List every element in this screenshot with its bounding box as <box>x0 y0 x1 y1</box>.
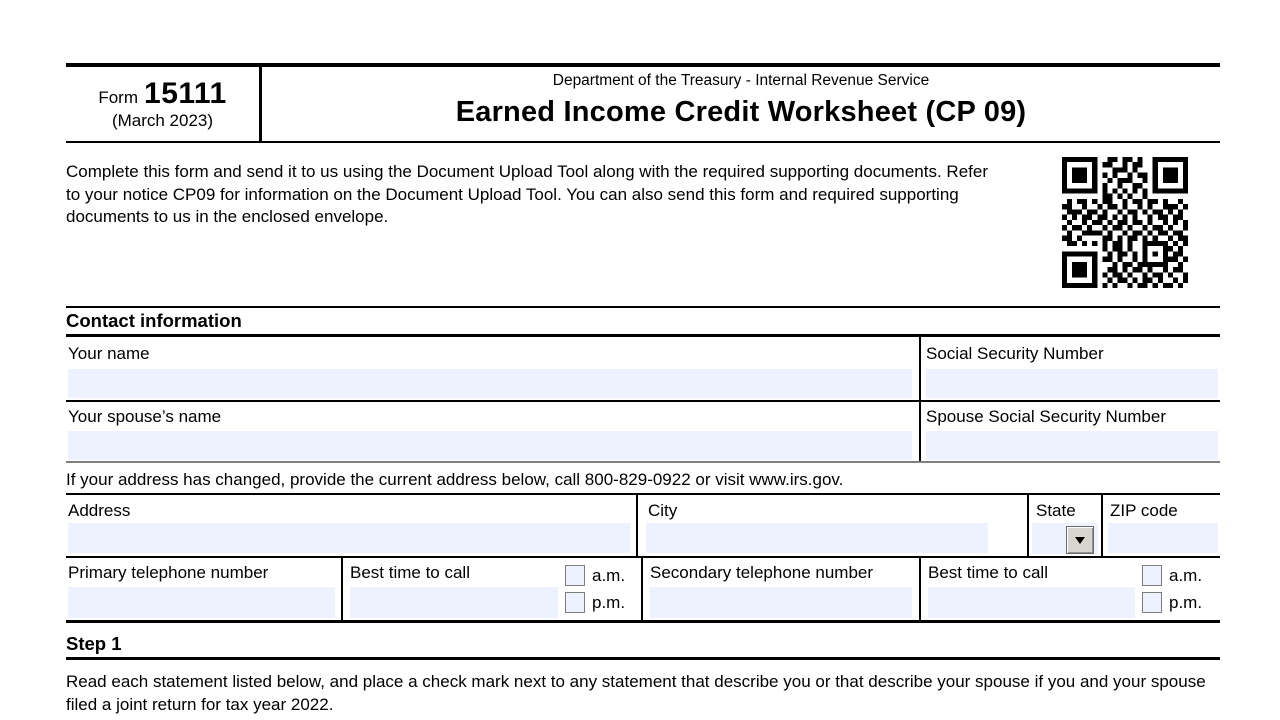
header-rule-bottom <box>66 141 1220 143</box>
header-title-block <box>262 72 1220 129</box>
form-revision: (March 2023) <box>111 111 214 130</box>
city-state-divider <box>1027 495 1029 556</box>
best-time-primary-label: Best time to call <box>350 563 470 582</box>
name-row-divider <box>66 400 1220 402</box>
state-zip-divider <box>1101 495 1103 556</box>
zip-label: ZIP code <box>1110 501 1178 520</box>
secondary-am-checkbox[interactable] <box>1142 565 1162 586</box>
ssn-input[interactable] <box>926 369 1218 398</box>
secondary-pm-label: p.m. <box>1169 593 1203 612</box>
form-title: Earned Income Credit Worksheet (CP 09) <box>455 96 1027 128</box>
spouse-name-label: Your spouse’s name <box>68 407 222 426</box>
chevron-down-icon <box>1075 537 1085 544</box>
state-dropdown-button[interactable] <box>1066 526 1094 554</box>
zip-input[interactable] <box>1108 523 1218 553</box>
address-note-rule-top <box>66 461 1220 463</box>
intro-text: Complete this form and send it to us using the Document Upload Tool along with the required supporting documents. Refer to your notice CP09 for information on the Document Upload Tool. You can also send this form and required supporting documents to us in the enclosed envelope. <box>66 162 988 226</box>
best-time-secondary-input[interactable] <box>928 587 1135 618</box>
contact-rule-bottom <box>66 334 1220 337</box>
address-note: If your address has changed, provide the current address below, call 800-829-0922 or visit www.irs.gov. <box>66 470 844 489</box>
your-name-input[interactable] <box>68 369 912 398</box>
secondary-pm-checkbox[interactable] <box>1142 592 1162 613</box>
secondary-phone-input[interactable] <box>650 587 912 618</box>
address-label: Address <box>68 501 131 520</box>
address-row-rule-top <box>66 493 1220 495</box>
best-time-secondary-label: Best time to call <box>928 563 1048 582</box>
city-label: City <box>648 501 678 520</box>
step1-text: Read each statement listed below, and place a check mark next to any statement that describe you or that describe your spouse if you and your spouse filed a joint return for tax year 2022. <box>66 672 1206 714</box>
primary-am-checkbox[interactable] <box>565 565 585 586</box>
secondary-am-label: a.m. <box>1169 566 1203 585</box>
form-number-block <box>66 67 259 141</box>
city-input[interactable] <box>646 523 988 553</box>
besttime-secondary-divider <box>641 558 643 621</box>
best-time-primary-input[interactable] <box>350 587 558 618</box>
ssn-label: Social Security Number <box>926 344 1104 363</box>
form-number: 15111 <box>144 77 227 110</box>
primary-am-label: a.m. <box>592 566 626 585</box>
primary-besttime-divider <box>341 558 343 621</box>
primary-pm-checkbox[interactable] <box>565 592 585 613</box>
contact-heading: Contact information <box>66 310 242 331</box>
primary-pm-label: p.m. <box>592 593 626 612</box>
phone-row-rule-top <box>66 556 1220 558</box>
form-word: Form <box>98 88 139 107</box>
secondary-phone-label: Secondary telephone number <box>650 563 874 582</box>
your-name-label: Your name <box>68 344 150 363</box>
spouse-ssn-label: Spouse Social Security Number <box>926 407 1167 426</box>
spouse-ssn-input[interactable] <box>926 431 1218 460</box>
contact-rule-top <box>66 306 1220 308</box>
primary-phone-input[interactable] <box>68 587 335 618</box>
address-city-divider <box>636 495 638 556</box>
step1-rule <box>66 657 1220 660</box>
qr-code <box>1062 157 1188 288</box>
primary-phone-label: Primary telephone number <box>68 563 269 582</box>
step1-heading: Step 1 <box>66 633 122 654</box>
address-input[interactable] <box>68 523 630 553</box>
spouse-name-input[interactable] <box>68 431 912 460</box>
contact-table-rule-bottom <box>66 620 1220 623</box>
name-column-divider <box>919 337 921 461</box>
state-label: State <box>1036 501 1076 520</box>
agency-line: Department of the Treasury - Internal Revenue Service <box>552 72 930 89</box>
secondary-besttime-divider <box>919 558 921 621</box>
